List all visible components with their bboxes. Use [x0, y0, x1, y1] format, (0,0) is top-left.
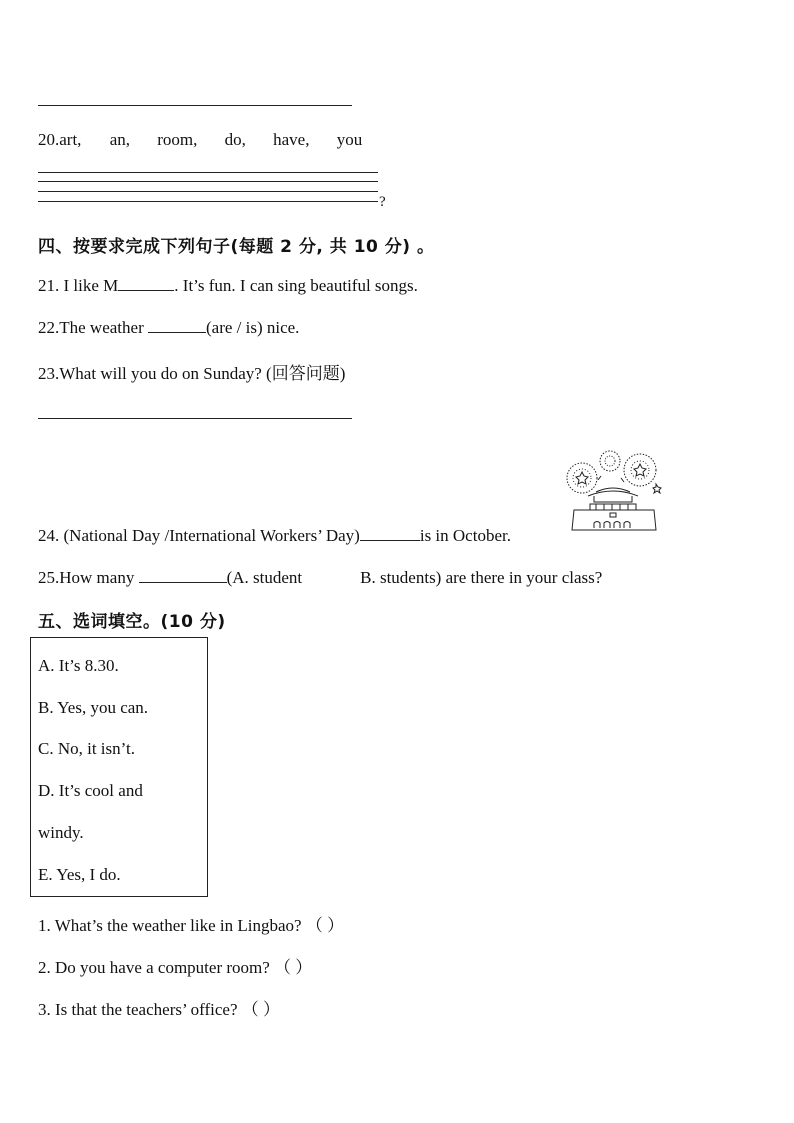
fill-question: [38, 953, 312, 978]
q20-word: room,: [157, 130, 198, 149]
q20-word: you: [336, 130, 363, 149]
answer-line-q23[interactable]: [38, 418, 352, 419]
q22-text-before: 22.The weather: [38, 318, 148, 337]
answer-line-q20-3[interactable]: [38, 191, 378, 192]
choice-option: B. Yes, you can.: [38, 698, 149, 717]
answer-line-q20-2[interactable]: [38, 181, 378, 182]
answer-parentheses[interactable]: （ ）: [241, 1000, 280, 1019]
q25-option-a: (A. student: [226, 568, 303, 587]
q22: [38, 317, 299, 338]
q20-number: 20.: [38, 130, 60, 149]
fill-question-text: 2. Do you have a computer room?: [38, 958, 270, 977]
q24-blank[interactable]: [360, 525, 420, 541]
q24-text-before: 24. (National Day /International Workers’ Day): [38, 526, 360, 545]
answer-line-q19[interactable]: [38, 105, 352, 106]
answer-parentheses[interactable]: （ ）: [305, 916, 345, 935]
choice-option: D. It’s cool and: [38, 781, 143, 800]
q20-word: an,: [109, 130, 130, 149]
q21-text-after: . It’s fun. I can sing beautiful songs.: [174, 276, 418, 295]
q21: [38, 275, 418, 296]
fill-question-text: 3. Is that the teachers’ office?: [38, 1000, 238, 1019]
q20-words: [38, 130, 362, 150]
q20-word: do,: [224, 130, 246, 149]
q25-option-b: B. students) are there in your class?: [360, 568, 603, 587]
q20-word: have,: [273, 130, 310, 149]
choice-box: [30, 637, 208, 897]
section5-heading: 五、选词填空。(10 分): [38, 612, 226, 632]
q24: [38, 525, 511, 546]
fill-question: [38, 911, 344, 936]
fill-question: [38, 995, 280, 1020]
q24-text-after: is in October.: [419, 526, 511, 545]
fill-question-text: 1. What’s the weather like in Lingbao?: [38, 916, 302, 935]
section4-heading: 四、按要求完成下列句子(每题 2 分, 共 10 分) 。: [38, 237, 435, 257]
choice-option: C. No, it isn’t.: [38, 739, 135, 758]
q22-blank[interactable]: [148, 317, 206, 333]
q25-text-before: 25.How many: [38, 568, 139, 587]
answer-line-q20-4[interactable]: [38, 201, 378, 202]
choice-option-continued: windy.: [38, 823, 84, 842]
q20-word: art,: [59, 130, 82, 149]
answer-parentheses[interactable]: （ ）: [274, 958, 313, 977]
q21-text-before: 21. I like M: [38, 276, 119, 295]
q23: 23.What will you do on Sunday? (回答问题): [38, 364, 346, 383]
q25-blank[interactable]: [139, 567, 227, 583]
tiananmen-fireworks-illustration: [560, 448, 666, 534]
q22-text-after: (are / is) nice.: [205, 318, 300, 337]
choice-option: E. Yes, I do.: [38, 865, 121, 884]
q20-question-mark: ?: [379, 194, 386, 210]
q25: [38, 567, 602, 588]
q21-blank[interactable]: [118, 275, 174, 291]
answer-line-q20-1[interactable]: [38, 172, 378, 173]
choice-option: A. It’s 8.30.: [38, 656, 119, 675]
